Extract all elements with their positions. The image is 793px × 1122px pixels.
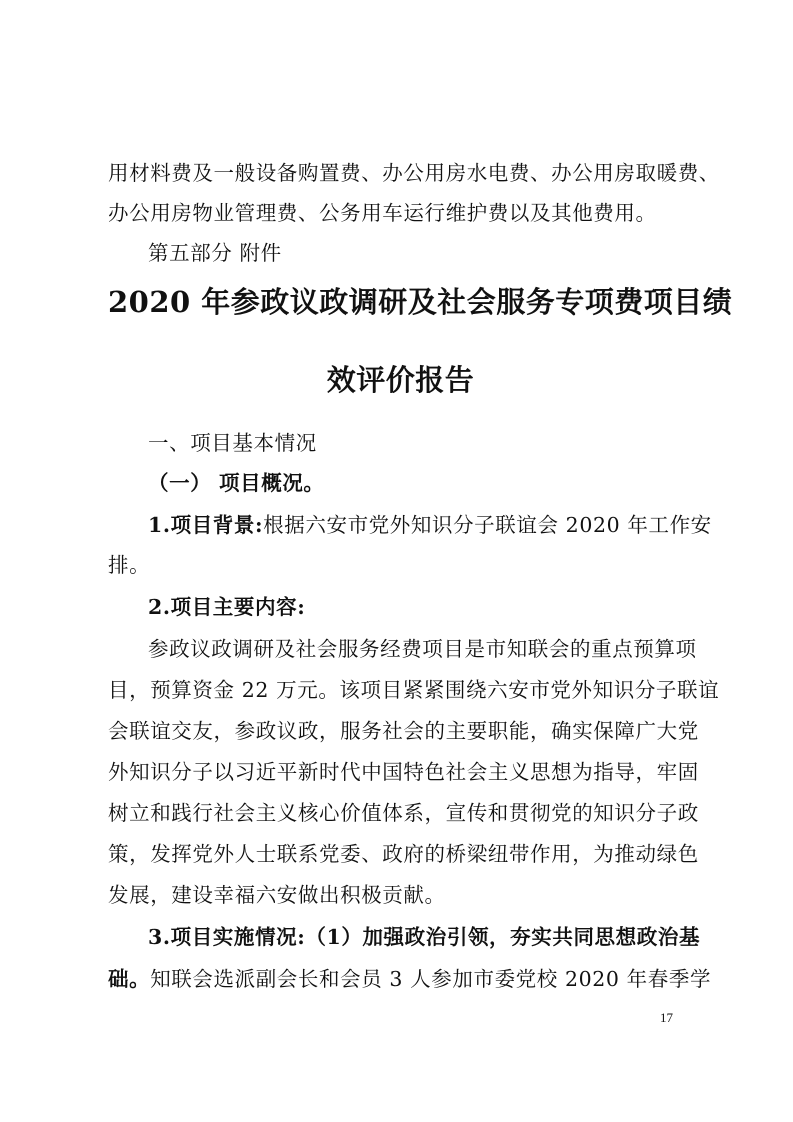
part-five-heading: 第五部分 附件: [148, 241, 282, 265]
item-background-label: 1.项目背景:: [148, 513, 264, 537]
paragraph-line: 目，预算资金 22 万元。该项目紧紧围绕六安市党外知识分子联谊: [108, 678, 720, 702]
report-title-line-1: 2020 年参政议政调研及社会服务专项费项目绩: [108, 285, 733, 319]
paragraph-line: 参政议政调研及社会服务经费项目是市知联会的重点预算项: [148, 637, 697, 661]
item-main-content-label: 2.项目主要内容:: [148, 595, 306, 619]
item-implementation-cont: [108, 966, 712, 992]
item-background: [148, 512, 712, 538]
item-background-text: 根据六安市党外知识分子联谊会 2020 年工作安: [263, 513, 712, 537]
item-implementation-label: 3.项目实施情况:: [148, 925, 306, 949]
section-heading-basic-info: 一、项目基本情况: [148, 431, 317, 455]
paragraph-line: 策，发挥党外人士联系党委、政府的桥梁纽带作用，为推动绿色: [108, 842, 699, 866]
report-title-line-2: 效评价报告: [326, 363, 475, 397]
paragraph-line: 外知识分子以习近平新时代中国特色社会主义思想为指导，牢固: [108, 760, 699, 784]
paragraph-line: 会联谊交友，参政议政，服务社会的主要职能，确实保障广大党: [108, 719, 699, 743]
subsection-heading-overview: （一） 项目概况。: [148, 471, 325, 495]
item-implementation-bold-cont: 础。: [108, 967, 151, 991]
item-background-cont: 排。: [108, 553, 151, 577]
body-line-1: 用材料费及一般设备购置费、办公用房水电费、办公用房取暖费、: [108, 161, 720, 185]
page-number: 17: [660, 1010, 673, 1025]
item-implementation-bold-text: （1）加强政治引领，夯实共同思想政治基: [305, 925, 701, 949]
paragraph-line: 树立和践行社会主义核心价值体系，宣传和贯彻党的知识分子政: [108, 801, 699, 825]
paragraph-line: 发展，建设幸福六安做出积极贡献。: [108, 883, 446, 907]
item-implementation: [148, 924, 701, 950]
body-line-2: 办公用房物业管理费、公务用车运行维护费以及其他费用。: [108, 201, 657, 225]
item-implementation-text-cont: 知联会选派副会长和会员 3 人参加市委党校 2020 年春季学: [150, 967, 712, 991]
